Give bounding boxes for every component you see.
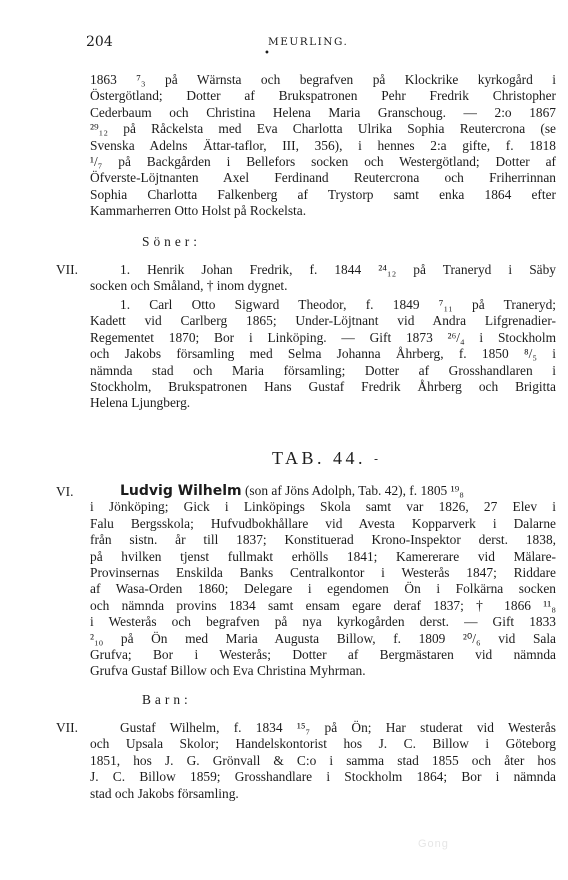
intro-line: Sophia Charlotta Falkenberg af Trystorp samt enka 1864 efter xyxy=(90,186,556,202)
son-line: Stockholm, Brukspatronen Hans Gustaf Fredrik Åhrberg och Brigitta xyxy=(90,379,556,395)
ludvig-first-line xyxy=(90,483,556,499)
ludvig-line: i Jönköping; Gick i Linköpings Skola samt var 1826, 27 Elev i xyxy=(90,499,556,515)
generation-label: VII. xyxy=(56,262,78,277)
ludvig-line: af Wasa-Orden 1860; Delegare i egendomen Ön i Folkärna socken xyxy=(90,581,556,597)
ludvig-first-line-text: (son af Jöns Adolph, Tab. 42), f. 1805 ¹⁹₈ xyxy=(241,483,464,498)
ludvig-line: Provinsernas Enskilda Banks Centralkontor i Westerås 1847; Riddare xyxy=(90,565,556,581)
intro-line: Östergötland; Dotter af Brukspatronen Pehr Fredrik Christopher xyxy=(90,88,556,104)
ludvig-line: från sistn. år till 1837; Konstituerad Krono-Inspektor derst. 1838, xyxy=(90,532,556,548)
ludvig-line: Falu Bergsskola; Hufvudbokhållare vid Avesta Kopparverk i Dalarne xyxy=(90,515,556,531)
generation-label: VII. xyxy=(56,720,78,735)
ludvig-line: Grufva Gustaf Billow och Eva Christina Myhrman. xyxy=(90,663,366,679)
barn-entry xyxy=(90,720,556,802)
intro-line: ²⁹₁₂ på Råckelsta med Eva Charlotta Ulrika Sophia Reutercrona (se xyxy=(90,121,556,137)
son-entry xyxy=(90,262,556,295)
intro-line: Öfverste-Löjtnanten Axel Ferdinand Reutercrona och Friherrinnan xyxy=(90,170,556,186)
son-line: 1. Carl Otto Sigward Theodor, f. 1849 ⁷₁₁ på Traneryd; xyxy=(120,297,556,312)
intro-line: Svenska Adelns Ättar-taflor, III, 356), i hennes 2:a gifte, f. 1818 xyxy=(90,137,556,153)
barn-line: 1851, hos J. G. Grönvall & C:o i samma stad 1855 och åter hos xyxy=(90,752,556,768)
ludvig-line: och nämnda provins 1834 samt ensam egare deraf 1837; † 1866 ¹¹₈ xyxy=(90,597,556,613)
barn-line: stad och Jakobs församling. xyxy=(90,785,239,801)
barn-heading: Barn: xyxy=(142,692,192,707)
son-line: Regementet 1870; Bor i Linköping. — Gift 1873 ²⁶/₄ i Stockholm xyxy=(90,329,556,345)
ludvig-line: Grufva; Bor i Westerås; Dotter af Bergmästaren vid nämnda xyxy=(90,647,556,663)
page-header xyxy=(0,34,568,59)
son-line: socken och Småland, † inom dygnet. xyxy=(90,278,288,294)
son-entry xyxy=(90,297,556,412)
ludvig-line: ²₁₀ på Ön med Maria Augusta Billow, f. 1809 ²⁰/₆ vid Sala xyxy=(90,630,556,646)
son-line: nämnda stad och Maria församling; Dotter af Grosshandlaren i xyxy=(90,362,556,378)
page-number: 204 xyxy=(86,34,113,50)
son-line: Helena Ljungberg. xyxy=(90,395,191,411)
intro-line: Cederbaum och Christina Helena Maria Granschoug. — 2:o 1867 xyxy=(90,104,556,120)
header-dot: • xyxy=(264,48,270,59)
ludvig-line: i Westerås och begrafven på nya kyrkogården derst. — Gift 1833 xyxy=(90,614,556,630)
intro-line: 1863 ⁷₃ på Wärnsta och begrafven på Klockrike kyrkogård i xyxy=(90,72,556,87)
intro-paragraph xyxy=(90,72,556,220)
tab-title: TAB. 44. xyxy=(272,448,367,468)
tab-mark: - xyxy=(374,452,379,466)
ludvig-line: på hvilken tjenst fullmakt erhölls 1841; Kamererare vid Mälare- xyxy=(90,548,556,564)
son-line: och Jakobs församling med Selma Johanna Åhrberg, f. 1850 ⁸/₅ i xyxy=(90,346,556,362)
library-stamp: Gong xyxy=(418,838,449,850)
intro-line: Kammarherren Otto Holst på Rockelsta. xyxy=(90,203,307,219)
barn-line: J. C. Billow 1859; Grosshandlare i Stockholm 1864; Bor i nämnda xyxy=(90,769,556,785)
barn-line: Gustaf Wilhelm, f. 1834 ¹⁵₇ på Ön; Har studerat vid Westerås xyxy=(120,720,556,735)
intro-line: ¹/₇ på Backgården i Bellefors socken och Westergötland; Dotter af xyxy=(90,154,556,170)
ludvig-entry xyxy=(90,483,556,680)
running-head: MEURLING. xyxy=(268,36,349,48)
generation-label: VI. xyxy=(56,484,74,499)
barn-line: och Upsala Skolor; Handelskontorist hos J. C. Billow i Göteborg xyxy=(90,736,556,752)
person-name: Ludvig Wilhelm xyxy=(120,483,242,499)
son-line: 1. Henrik Johan Fredrik, f. 1844 ²⁴₁₂ på Traneryd i Säby xyxy=(120,262,556,277)
soner-heading: Söner: xyxy=(142,234,201,249)
son-line: Kadett vid Carlberg 1865; Under-Löjtnant vid Andra Lifgrenadier- xyxy=(90,313,556,329)
